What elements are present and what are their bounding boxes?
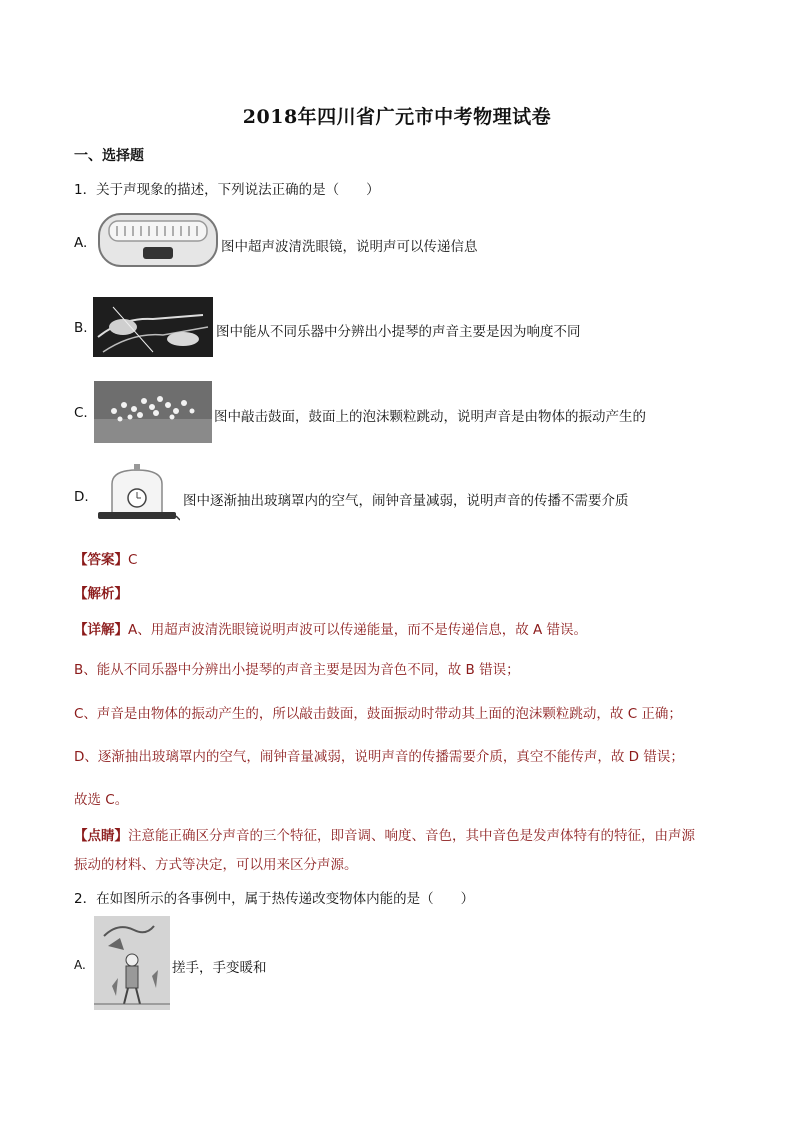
- answer-value: C: [128, 552, 138, 568]
- bell-jar-image: [94, 462, 180, 524]
- q1-option-c-text: 图中敲击鼓面，鼓面上的泡沫颗粒跳动，说明声音是由物体的振动产生的: [214, 409, 646, 425]
- comment-row: [74, 824, 695, 844]
- q1-option-d-text: 图中逐渐抽出玻璃罩内的空气，闹钟音量减弱，说明声音的传播不需要介质: [183, 493, 629, 509]
- analysis-tag: 【解析】: [74, 586, 128, 602]
- section-heading: 一、选择题: [74, 148, 144, 164]
- analysis-line-d: D、逐渐抽出玻璃罩内的空气，闹钟音量减弱，说明声音的传播需要介质，真空不能传声，故 D 错误；: [74, 749, 684, 765]
- analysis-line-c: C、声音是由物体的振动产生的，所以敲击鼓面，鼓面振动时带动其上面的泡沫颗粒跳动，故 C 正确；: [74, 706, 682, 722]
- analysis-line-b: B、能从不同乐器中分辨出小提琴的声音主要是因为音色不同，故 B 错误；: [74, 662, 520, 678]
- q1-option-d-label: D.: [74, 489, 89, 505]
- rubbing-hands-image: [94, 916, 170, 1010]
- comment-tag: 【点睛】: [74, 828, 128, 844]
- comment-text-1: 注意能正确区分声音的三个特征，即音调、响度、音色，其中音色是发声体特有的特征，由声源: [128, 828, 695, 844]
- answer-row: [74, 548, 137, 568]
- q1-option-b-text: 图中能从不同乐器中分辨出小提琴的声音主要是因为响度不同: [216, 324, 581, 340]
- comment-text-2: 振动的材料、方式等决定，可以用来区分声源。: [74, 857, 358, 873]
- q1-option-b-label: B.: [74, 320, 88, 336]
- question-2-stem: 2．在如图所示的各事例中，属于热传递改变物体内能的是（ ）: [74, 891, 475, 907]
- q1-option-c-label: C.: [74, 405, 88, 421]
- detail-text: A、用超声波清洗眼镜说明声波可以传递能量，而不是传递信息，故 A 错误。: [128, 622, 588, 638]
- answer-tag: 【答案】: [74, 552, 128, 568]
- q2-option-a-label: A.: [74, 958, 86, 972]
- detail-row: [74, 618, 587, 638]
- q1-option-a-label: A.: [74, 235, 88, 251]
- ultrasonic-cleaner-image: [97, 212, 219, 268]
- page-title: 2018年四川省广元市中考物理试卷: [242, 106, 552, 128]
- detail-tag: 【详解】: [74, 622, 128, 638]
- drum-foam-image: [94, 381, 212, 443]
- question-1-stem: 1．关于声现象的描述，下列说法正确的是（ ）: [74, 182, 380, 198]
- violin-image: [93, 297, 213, 357]
- q2-option-a-text: 搓手，手变暖和: [172, 960, 267, 976]
- q1-option-a-text: 图中超声波清洗眼镜，说明声可以传递信息: [221, 239, 478, 255]
- analysis-conclusion: 故选 C。: [74, 792, 129, 808]
